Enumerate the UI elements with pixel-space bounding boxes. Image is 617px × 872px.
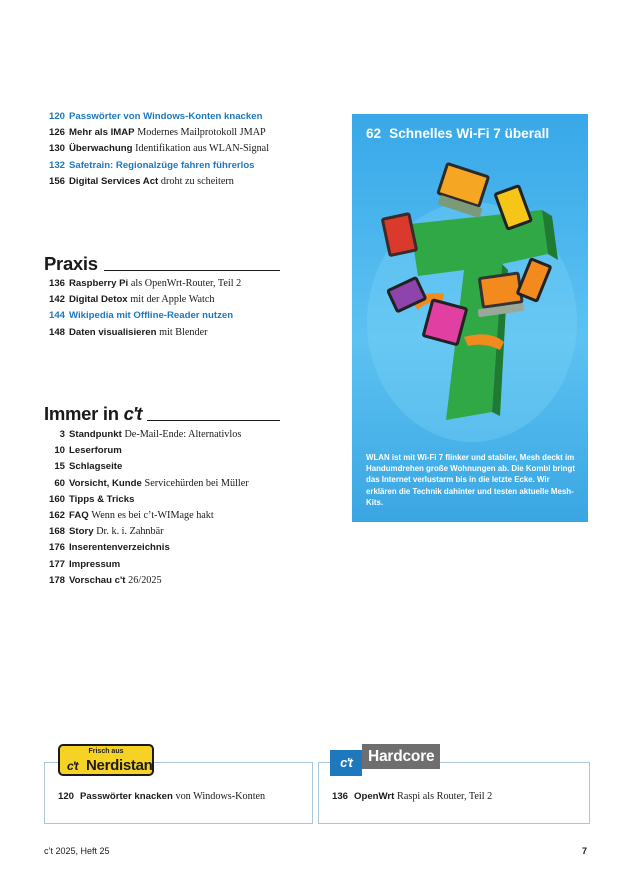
entry-page: 126 bbox=[48, 127, 65, 139]
entry-keyword: Story bbox=[69, 526, 94, 538]
toc-entry[interactable] bbox=[44, 476, 294, 492]
feature-description: WLAN ist mit Wi-Fi 7 flinker und stabiler, Mesh deckt im Handumdrehen große Wohnungen ab. Die Kombi bringt das Internet verlustarm bis in die letzte Ecke. Wir erklären die Technik dahinter und testen aktuelle Mesh-Kits. bbox=[366, 453, 575, 507]
toc-entry[interactable] bbox=[44, 540, 294, 556]
nerdistan-badge bbox=[58, 744, 154, 776]
entry-keyword: Passwörter knacken bbox=[80, 791, 173, 802]
entry-desc: Identifikation aus WLAN-Signal bbox=[135, 143, 270, 155]
ct-logo: c't bbox=[67, 759, 78, 773]
entry-keyword: Leserforum bbox=[69, 445, 122, 457]
entry-page: 148 bbox=[48, 326, 65, 338]
entry-page: 136 bbox=[48, 278, 65, 289]
entry-page: 160 bbox=[48, 493, 65, 505]
entry-page: 177 bbox=[48, 558, 65, 570]
entry-desc: mit der Apple Watch bbox=[130, 294, 215, 306]
entry-desc: De-Mail-Ende: Alternativlos bbox=[124, 429, 242, 440]
feature-teaser[interactable] bbox=[352, 114, 588, 522]
section-praxis-heading bbox=[44, 254, 280, 274]
section-title bbox=[44, 404, 141, 424]
entry-page: 120 bbox=[58, 791, 75, 802]
entry-keyword: Wikipedia mit Offline-Reader nutzen bbox=[69, 310, 234, 322]
hardcore-entry bbox=[332, 791, 492, 802]
badge-big-text: Nerdistan bbox=[86, 757, 153, 774]
entry-keyword: Mehr als IMAP bbox=[69, 127, 135, 139]
entry-keyword: Daten visualisieren bbox=[69, 326, 157, 338]
badge-word: Hardcore bbox=[362, 744, 440, 769]
entry-keyword: Vorschau c't bbox=[69, 574, 126, 586]
toc-entry[interactable] bbox=[44, 325, 294, 341]
section-rule bbox=[104, 270, 280, 271]
entry-desc: Wenn es bei c’t-WIMage hakt bbox=[91, 510, 214, 522]
entry-keyword: Raspberry Pi bbox=[69, 278, 129, 289]
wifi7-illustration bbox=[352, 152, 588, 452]
entry-keyword: Inserentenverzeichnis bbox=[69, 542, 170, 554]
toc-entry[interactable] bbox=[44, 443, 294, 459]
section-title: Praxis bbox=[44, 253, 98, 274]
toc-immer-list bbox=[44, 427, 294, 589]
entry-desc: Raspi als Router, Teil 2 bbox=[397, 791, 493, 802]
entry-page: 176 bbox=[48, 542, 65, 554]
toc-entry[interactable] bbox=[44, 292, 294, 308]
toc-entry[interactable] bbox=[44, 174, 294, 190]
toc-entry[interactable] bbox=[44, 557, 294, 573]
entry-desc: mit Blender bbox=[159, 326, 208, 338]
entry-page: 136 bbox=[332, 791, 349, 802]
entry-keyword: Tipps & Tricks bbox=[69, 493, 135, 505]
section-rule bbox=[147, 420, 280, 421]
feature-title bbox=[366, 126, 549, 141]
ct-logo: c't bbox=[330, 750, 362, 776]
toc-top-list bbox=[44, 109, 294, 190]
entry-page: 120 bbox=[48, 111, 65, 122]
entry-desc: als OpenWrt-Router, Teil 2 bbox=[130, 278, 242, 289]
entry-keyword: Standpunkt bbox=[69, 429, 122, 440]
toc-entry[interactable] bbox=[44, 427, 294, 443]
section-title-prefix: Immer in bbox=[44, 403, 124, 424]
toc-entry[interactable] bbox=[44, 508, 294, 524]
footer-page-number: 7 bbox=[581, 846, 587, 856]
entry-page: 178 bbox=[48, 574, 65, 586]
entry-desc: Servicehürden bei Müller bbox=[144, 477, 249, 489]
toc-entry[interactable] bbox=[44, 141, 294, 157]
entry-page: 10 bbox=[54, 445, 65, 457]
toc-entry[interactable] bbox=[44, 524, 294, 540]
entry-page: 144 bbox=[48, 310, 65, 322]
entry-page: 15 bbox=[54, 461, 65, 473]
entry-desc: Dr. k. i. Zahnbär bbox=[96, 526, 164, 538]
toc-entry[interactable] bbox=[44, 492, 294, 508]
entry-keyword: Vorsicht, Kunde bbox=[69, 477, 142, 489]
entry-desc: 26/2025 bbox=[128, 574, 162, 586]
entry-keyword: Passwörter von Windows-Konten knacken bbox=[69, 111, 263, 122]
toc-entry[interactable] bbox=[44, 109, 294, 125]
entry-page: 156 bbox=[48, 175, 65, 187]
entry-desc: droht zu scheitern bbox=[160, 175, 234, 187]
toc-praxis-list bbox=[44, 276, 294, 341]
entry-page: 132 bbox=[48, 159, 65, 171]
badge-small-text: Frisch aus bbox=[88, 748, 124, 755]
entry-page: 3 bbox=[59, 429, 65, 440]
toc-entry[interactable] bbox=[44, 308, 294, 324]
entry-page: 162 bbox=[48, 510, 65, 522]
toc-entry[interactable] bbox=[44, 158, 294, 174]
entry-desc: Modernes Mailprotokoll JMAP bbox=[137, 127, 266, 139]
toc-entry[interactable] bbox=[44, 125, 294, 141]
entry-keyword: Impressum bbox=[69, 558, 121, 570]
toc-entry[interactable] bbox=[44, 459, 294, 475]
feature-page: 62 bbox=[366, 126, 382, 141]
entry-keyword: Digital Detox bbox=[69, 294, 128, 306]
entry-keyword: OpenWrt bbox=[354, 791, 395, 802]
entry-page: 168 bbox=[48, 526, 65, 538]
entry-keyword: Überwachung bbox=[69, 143, 133, 155]
toc-entry[interactable] bbox=[44, 276, 294, 292]
entry-keyword: Schlagseite bbox=[69, 461, 123, 473]
entry-keyword: Digital Services Act bbox=[69, 175, 159, 187]
nerdistan-entry bbox=[58, 791, 265, 802]
footer-issue: c’t 2025, Heft 25 bbox=[44, 846, 110, 856]
entry-keyword: FAQ bbox=[69, 510, 89, 522]
entry-page: 142 bbox=[48, 294, 65, 306]
toc-entry[interactable] bbox=[44, 573, 294, 589]
section-immer-heading bbox=[44, 404, 280, 424]
entry-desc: von Windows-Konten bbox=[175, 791, 266, 802]
ct-logo-text: c't bbox=[123, 403, 142, 424]
entry-page: 130 bbox=[48, 143, 65, 155]
entry-page: 60 bbox=[54, 477, 65, 489]
feature-title-text: Schnelles Wi-Fi 7 überall bbox=[389, 126, 550, 141]
entry-keyword: Safetrain: Regionalzüge fahren führerlos bbox=[69, 159, 255, 171]
